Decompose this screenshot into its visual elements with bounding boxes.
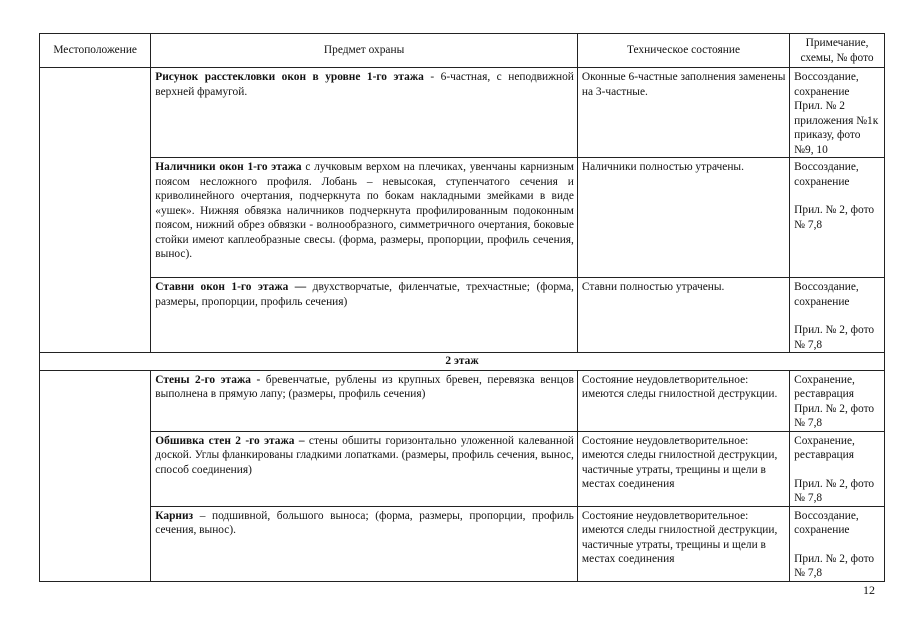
table-row bbox=[40, 278, 885, 353]
subject-text: с лучковым верхом на плечиках, увенчаны карнизным поясом несложного профиля. Лобань – невысокая, ступенчатого сечения и криволинейного очертания, подчеркнута по бокам накладными змейками в виде «ушек». Нижняя обвязка наличников подчеркнута профилированным подоконным поясом, нижний обрез обвязки - волнообразного, симметричного очертания, боковые стойки имеют каплеобразные свесы. (форма, размеры, пропорции, профиль сечения, вынос). bbox=[155, 161, 574, 260]
subject-text: стены обшиты горизонтально уложенной калеванной доской. Углы фланкированы гладкими лопатками. (размеры, профиль сечения, вынос, способ соединения) bbox=[155, 434, 574, 476]
note-cell bbox=[790, 68, 885, 158]
note-ref: Прил. № 2, фото № 7,8 bbox=[794, 477, 875, 504]
condition-cell: Состояние неудовлетворительное: имеются следы гнилостной деструкции, частичные утраты, трещины и щели в местах соединения bbox=[577, 506, 789, 581]
note-cell bbox=[790, 370, 885, 431]
header-condition: Техническое состояние bbox=[577, 34, 789, 68]
location-cell bbox=[40, 370, 151, 581]
section-title: 2 этаж bbox=[40, 353, 885, 371]
note-ref: Прил. № 2, фото № 7,8 bbox=[794, 324, 875, 351]
note-action: Сохранение, реставрация bbox=[794, 434, 855, 461]
condition-cell: Состояние неудовлетворительное: имеются следы гнилостной деструкции, частичные утраты, трещины и щели в местах соединения bbox=[577, 431, 789, 506]
subject-cell bbox=[151, 158, 578, 278]
condition-cell: Оконные 6-частные заполнения заменены на 3-частные. bbox=[577, 68, 789, 158]
note-action: Воссоздание, сохранение bbox=[794, 161, 859, 188]
subject-cell bbox=[151, 68, 578, 158]
note-cell bbox=[790, 506, 885, 581]
page-number: 12 bbox=[863, 583, 875, 597]
note-action: Воссоздание, сохранение bbox=[794, 281, 859, 308]
subject-title: Наличники окон 1-го этажа bbox=[155, 161, 302, 173]
header-subject: Предмет охраны bbox=[151, 34, 578, 68]
subject-text: - 6-частная, с неподвижной верхней фрамугой. bbox=[155, 71, 574, 98]
table-header bbox=[40, 34, 885, 68]
note-ref: Прил. № 2, фото № 7,8 bbox=[794, 402, 875, 429]
note-ref: Прил. № 2 приложения №1к приказу, фото №9, 10 bbox=[794, 100, 879, 156]
condition-cell: Ставни полностью утрачены. bbox=[577, 278, 789, 353]
location-cell bbox=[40, 68, 151, 353]
note-ref: Прил. № 2, фото № 7,8 bbox=[794, 204, 875, 231]
subject-text: – подшивной, большого выноса; (форма, размеры, пропорции, профиль сечения, вынос). bbox=[155, 509, 574, 536]
subject-title: Ставни окон 1-го этажа — bbox=[155, 281, 307, 293]
condition-cell: Наличники полностью утрачены. bbox=[577, 158, 789, 278]
note-action: Воссоздание, сохранение bbox=[794, 71, 859, 98]
heritage-table bbox=[39, 33, 885, 582]
condition-cell: Состояние неудовлетворительное: имеются следы гнилостной деструкции. bbox=[577, 370, 789, 431]
table-row bbox=[40, 158, 885, 278]
subject-title: Стены 2-го этажа - bbox=[155, 373, 261, 386]
note-cell bbox=[790, 431, 885, 506]
subject-title: Рисунок расстекловки окон в уровне 1-го этажа bbox=[155, 71, 424, 83]
subject-cell bbox=[151, 370, 578, 431]
subject-cell bbox=[151, 278, 578, 353]
header-note: Примечание, схемы, № фото bbox=[790, 34, 885, 68]
table-row bbox=[40, 506, 885, 581]
note-action: Сохранение, реставрация bbox=[794, 373, 855, 400]
note-ref: Прил. № 2, фото № 7,8 bbox=[794, 552, 875, 579]
subject-text: бревенчатые, рублены из крупных бревен, перевязка венцов выполнена в прямую лапу; (размеры, профиль сечения) bbox=[155, 373, 574, 400]
note-cell bbox=[790, 278, 885, 353]
note-cell bbox=[790, 158, 885, 278]
header-location: Местоположение bbox=[40, 34, 151, 68]
subject-cell bbox=[151, 506, 578, 581]
table-row bbox=[40, 431, 885, 506]
note-action: Воссоздание, сохранение bbox=[794, 509, 859, 536]
section-row bbox=[40, 353, 885, 371]
subject-cell bbox=[151, 431, 578, 506]
table-row bbox=[40, 370, 885, 431]
subject-title: Обшивка стен 2 -го этажа – bbox=[155, 434, 305, 447]
subject-text: двухстворчатые, филенчатые, трехчастные; (форма, размеры, пропорции, профиль сечения) bbox=[155, 281, 574, 308]
subject-title: Карниз bbox=[155, 509, 194, 522]
table-row bbox=[40, 68, 885, 158]
